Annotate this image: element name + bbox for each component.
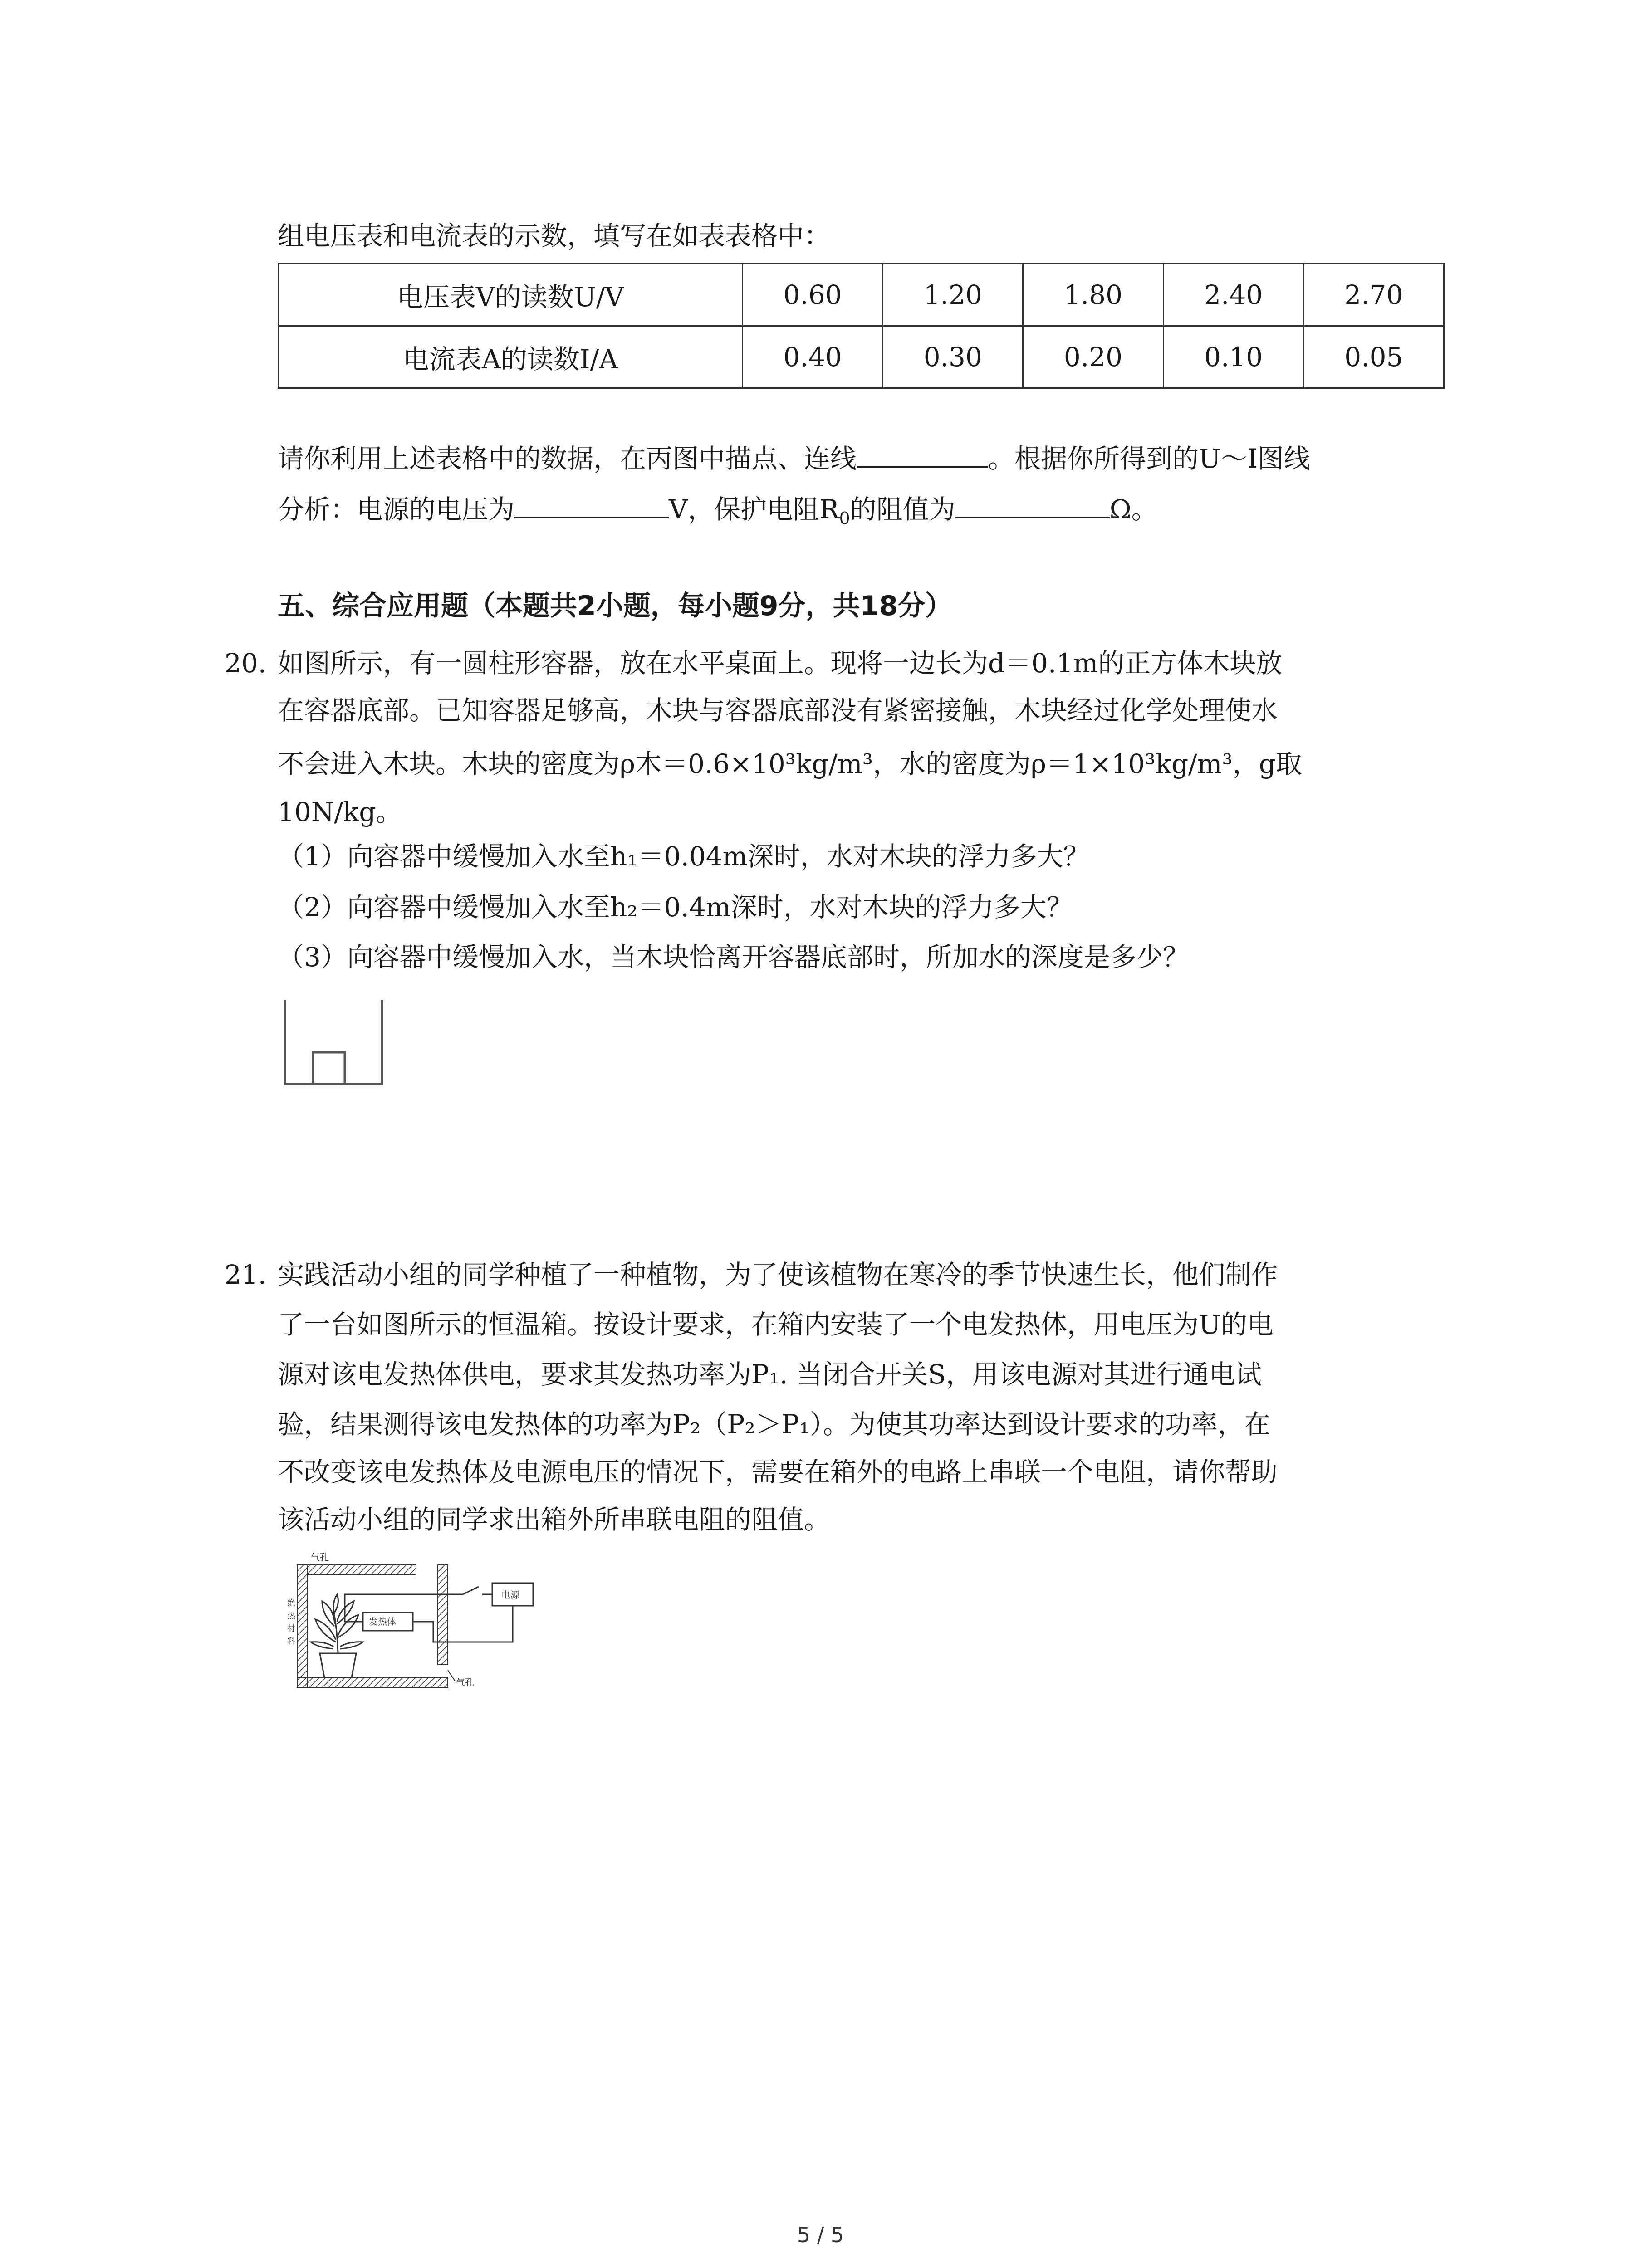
heater-label: 发热体 xyxy=(369,1616,396,1627)
question-number: 21. xyxy=(225,1259,267,1290)
table-cell: 2.70 xyxy=(1303,264,1444,326)
subscript: 0 xyxy=(839,508,850,528)
q19-text: 的阻值为 xyxy=(850,494,955,525)
q21-line: 源对该电发热体供电，要求其发热功率为P₁. 当闭合开关S，用该电源对其进行通电试 xyxy=(278,1359,1262,1390)
table-row xyxy=(279,326,1444,388)
answer-blank[interactable] xyxy=(514,490,669,518)
q20-line: 10N/kg。 xyxy=(278,797,402,827)
q19-line-1 xyxy=(278,439,1310,477)
table-cell: 0.60 xyxy=(743,264,883,326)
q19-text: 请你利用上述表格中的数据，在丙图中描点、连线 xyxy=(278,443,857,474)
section-title: 五、综合应用题（本题共2小题，每小题9分，共18分） xyxy=(278,590,952,622)
q19-text: 。根据你所得到的U～I图线 xyxy=(988,443,1310,474)
vent-top-label: 气孔 xyxy=(311,1552,329,1563)
readings-table xyxy=(278,263,1445,389)
table-intro-text: 组电压表和电流表的示数，填写在如表表格中： xyxy=(278,220,831,251)
answer-blank[interactable] xyxy=(857,439,988,468)
insulation-label-char: 料 xyxy=(287,1637,295,1646)
answer-blank[interactable] xyxy=(955,490,1110,518)
q19-text: 分析：电源的电压为 xyxy=(278,494,515,525)
q21-line: 该活动小组的同学求出箱外所串联电阻的阻值。 xyxy=(278,1504,831,1535)
q20-subquestion: （2）向容器中缓慢加入水至h₂＝0.4m深时，水对木块的浮力多大？ xyxy=(278,892,1073,923)
container-figure xyxy=(281,998,386,1089)
table-cell: 0.05 xyxy=(1303,326,1444,388)
q20-subquestion: （3）向容器中缓慢加入水，当木块恰离开容器底部时，所加水的深度是多少？ xyxy=(278,942,1189,973)
table-cell: 0.10 xyxy=(1163,326,1303,388)
vent-bottom-label: 气孔 xyxy=(456,1677,474,1688)
table-cell: 1.20 xyxy=(883,264,1023,326)
q20-subquestion: （1）向容器中缓慢加入水至h₁＝0.04m深时，水对木块的浮力多大？ xyxy=(278,841,1090,872)
q19-text: Ω。 xyxy=(1109,494,1158,525)
row-header: 电压表V的读数U/V xyxy=(279,264,743,326)
q20-line: 不会进入木块。木块的密度为ρ木＝0.6×10³kg/m³，水的密度为ρ＝1×10³kg/m³，g取 xyxy=(278,748,1302,779)
table-cell: 2.40 xyxy=(1163,264,1303,326)
plant-icon xyxy=(311,1594,363,1677)
top-wall xyxy=(307,1565,416,1575)
insulation-label-char: 绝 xyxy=(287,1598,295,1608)
q21-line: 实践活动小组的同学种植了一种植物，为了使该植物在寒冷的季节快速生长，他们制作 xyxy=(278,1259,1278,1290)
insulation-label-char: 材 xyxy=(287,1624,295,1633)
q21-line: 不改变该电发热体及电源电压的情况下，需要在箱外的电路上串联一个电阻，请你帮助 xyxy=(278,1457,1278,1487)
left-wall xyxy=(297,1565,307,1687)
table-cell: 0.30 xyxy=(883,326,1023,388)
table-cell: 1.80 xyxy=(1023,264,1163,326)
incubator-figure xyxy=(265,1551,538,1696)
table-cell: 0.20 xyxy=(1023,326,1163,388)
right-wall xyxy=(438,1565,448,1665)
table-cell: 0.40 xyxy=(743,326,883,388)
q20-line: 在容器底部。已知容器足够高，木块与容器底部没有紧密接触，木块经过化学处理使水 xyxy=(278,695,1278,726)
q20-line: 如图所示，有一圆柱形容器，放在水平桌面上。现将一边长为d＝0.1m的正方体木块放 xyxy=(278,648,1283,679)
insulation-label-char: 热 xyxy=(287,1611,295,1621)
question-number: 20. xyxy=(225,648,267,679)
q21-line: 验，结果测得该电发热体的功率为P₂（P₂＞P₁）。为使其功率达到设计要求的功率，在 xyxy=(278,1409,1270,1440)
q19-line-2 xyxy=(278,490,1158,537)
row-header: 电流表A的读数I/A xyxy=(279,326,743,388)
q21-line: 了一台如图所示的恒温箱。按设计要求，在箱内安装了一个电发热体，用电压为U的电 xyxy=(278,1309,1274,1340)
bottom-wall xyxy=(297,1677,448,1687)
q19-text: V，保护电阻R xyxy=(669,494,839,525)
page-number: 5 / 5 xyxy=(797,2223,844,2247)
power-label: 电源 xyxy=(501,1589,519,1600)
table-row xyxy=(279,264,1444,326)
